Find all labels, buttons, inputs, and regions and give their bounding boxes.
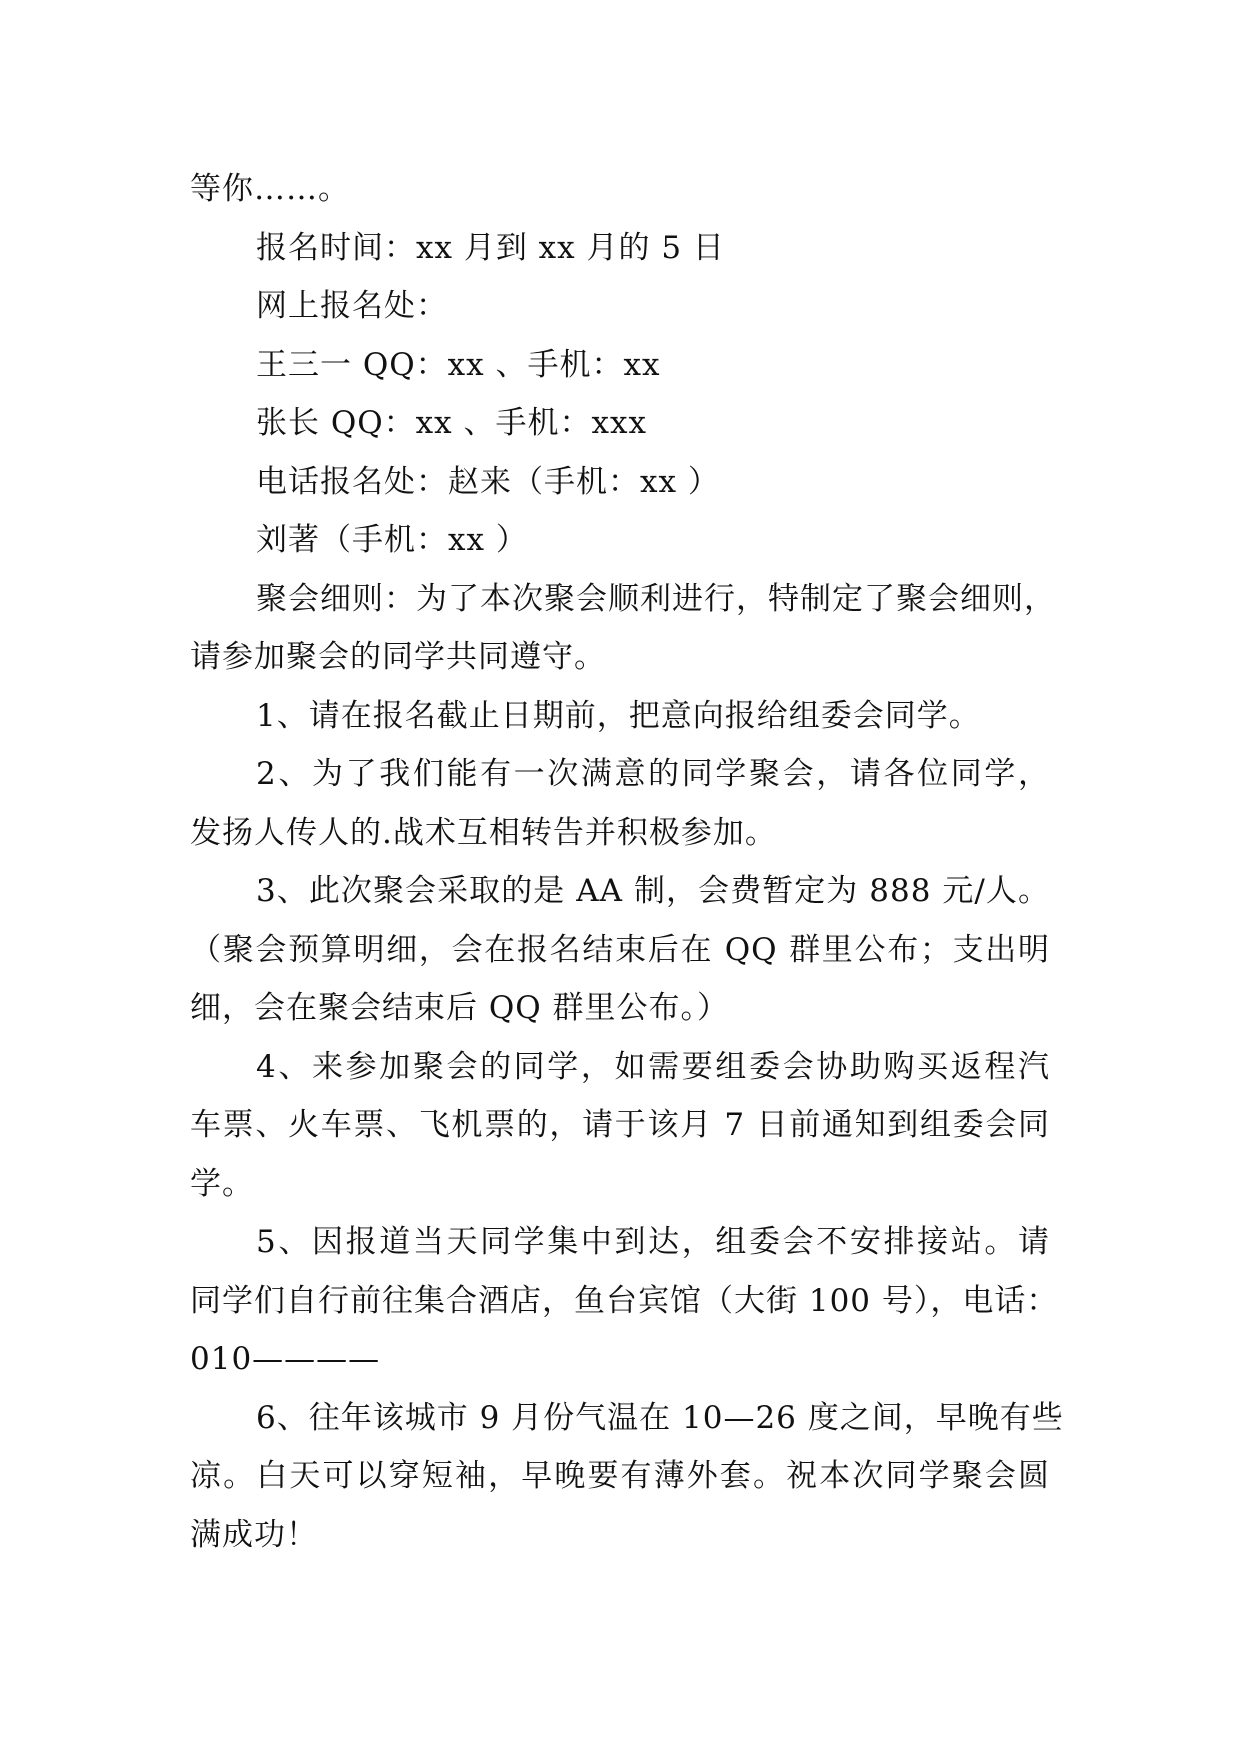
document-line: 满成功！ <box>190 1516 318 1553</box>
document-line: 王三一 QQ：xx 、手机：xx <box>256 346 661 383</box>
document-line: 凉。白天可以穿短袖，早晚要有薄外套。祝本次同学聚会圆 <box>190 1458 1050 1494</box>
document-line: 同学们自行前往集合酒店，鱼台宾馆（大街 100 号），电话： <box>190 1282 1059 1319</box>
document-line: 刘著（手机：xx ） <box>256 522 528 558</box>
document-line: 发扬人传人的.战术互相转告并积极参加。 <box>190 814 777 851</box>
document-line: 010———— <box>190 1341 381 1377</box>
document-body <box>190 160 1064 1564</box>
document-line: 张长 QQ：xx 、手机：xxx <box>256 405 647 441</box>
document-line: 学。 <box>190 1165 254 1202</box>
document-line: 网上报名处： <box>256 288 448 324</box>
document-line: 聚会细则：为了本次聚会顺利进行，特制定了聚会细则， <box>256 580 1056 617</box>
document-line: 2、为了我们能有一次满意的同学聚会，请各位同学， <box>256 756 1050 792</box>
document-line: 电话报名处：赵来（手机：xx ） <box>256 463 720 500</box>
document-line: 4、来参加聚会的同学，如需要组委会协助购买返程汽 <box>256 1048 1050 1085</box>
document-line: 3、此次聚会采取的是 AA 制，会费暂定为 888 元/人。 <box>256 873 1050 909</box>
document-line: 5、因报道当天同学集中到达，组委会不安排接站。请 <box>256 1224 1050 1260</box>
document-line: 请参加聚会的同学共同遵守。 <box>190 639 606 675</box>
document-line: 细，会在聚会结束后 QQ 群里公布。） <box>190 990 730 1026</box>
document-line: （聚会预算明细，会在报名结束后在 QQ 群里公布；支出明 <box>190 931 1050 968</box>
document-line: 等你……。 <box>190 171 350 207</box>
document-line: 6、往年该城市 9 月份气温在 10—26 度之间，早晚有些 <box>256 1399 1064 1436</box>
document-line: 报名时间：xx 月到 xx 月的 5 日 <box>256 229 725 266</box>
document-line: 车票、火车票、飞机票的，请于该月 7 日前通知到组委会同 <box>190 1107 1050 1143</box>
document-line: 1、请在报名截止日期前，把意向报给组委会同学。 <box>256 697 981 734</box>
